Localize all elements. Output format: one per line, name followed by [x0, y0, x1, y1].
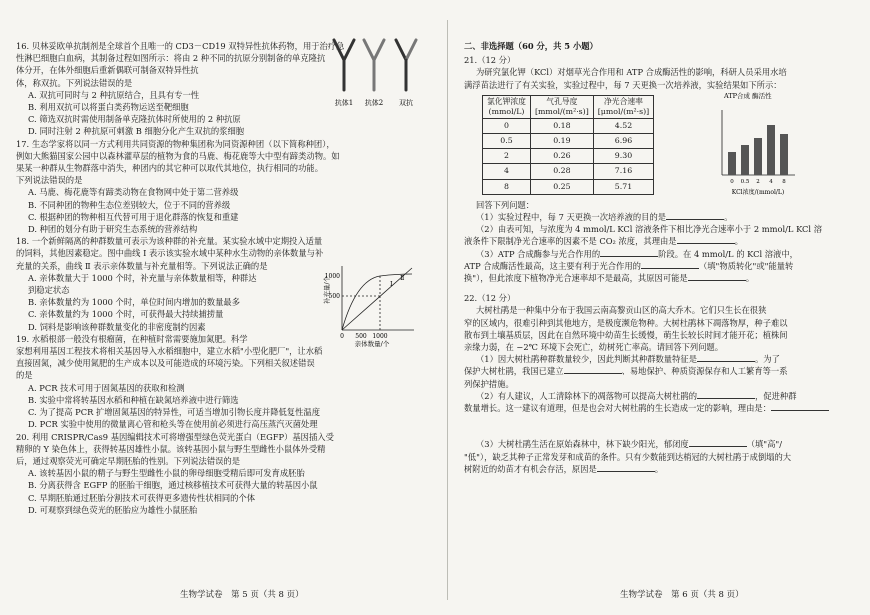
table-cell: 5.71	[593, 179, 653, 194]
answer-blank[interactable]	[600, 248, 658, 257]
antibody-2-shape	[364, 40, 384, 60]
q16-line-4: 体，称双抗。下列说法错误的是	[16, 77, 133, 88]
bar-x-label: KCl浓度/(mmol/L)	[731, 189, 785, 196]
table-row	[483, 134, 654, 149]
bispecific-label: 双抗	[399, 99, 413, 107]
table-cell: 0.28	[530, 164, 593, 179]
answer-blank[interactable]	[688, 272, 746, 281]
q22-sub3-text-a: （3）大树杜鹃生活在原始森林中，林下缺少阳光，郁闭度	[476, 439, 689, 450]
antibody-figure	[326, 30, 426, 120]
answer-blank[interactable]	[697, 390, 755, 399]
q21-header: 21.（12 分）	[464, 55, 516, 66]
answer-blank[interactable]	[677, 235, 735, 244]
q21-intro-2: 满浮苗法进行了有关实验，实验过程中，每 7 天更换一次培养液，实验结果如下所示：	[464, 79, 782, 90]
q16-option-c: C. 筛选双抗时需使用制备单克隆抗体时所使用的 2 种抗原	[28, 114, 241, 125]
q22-sub3-line3: 树附近的幼苗才有机会存活，原因是 。	[464, 463, 664, 474]
answer-blank[interactable]	[697, 353, 755, 362]
q21-sub3-text-d: （填"物质转化"或"能量转	[698, 260, 794, 271]
page-fold-line	[447, 20, 448, 600]
q21-answer-prompt: 回答下列问题：	[476, 199, 535, 210]
table-row	[483, 149, 654, 164]
bar-y-label: ATP合成 酶活性	[724, 92, 772, 100]
table-cell: 9.30	[593, 149, 653, 164]
bar-4	[767, 125, 775, 175]
antibody-1-label: 抗体1	[334, 99, 354, 107]
left-footer: 生物学试卷 第 5 页（共 8 页）	[180, 590, 304, 600]
q21-sub3-text-e: 换"），但此浓度下植物净光合速率却不是最高，其原因可能是	[464, 273, 688, 284]
q21-sub2-line2: 液条件下限制净光合速率的因素不是 CO₂ 浓度，其理由是 。	[464, 236, 743, 247]
table-header-photosynthesis	[593, 95, 653, 118]
table-cell: 8	[483, 179, 531, 194]
q22-sub3-text-b: （填"高"/	[746, 439, 783, 450]
q20-option-b: B. 分离获得含 EGFP 的胚胎干细胞，通过核移植技术可获得大量的转基因小鼠	[28, 480, 318, 491]
q22-intro-3: 散布到土壤基质层，因此在自然环境中幼苗生长缓慢，萌生长较长时间才能开花；植株间	[464, 329, 788, 340]
bar-0-5	[741, 145, 749, 175]
q17-option-b: B. 不同种团的物种生态位差别较大，位于不同的营养级	[28, 199, 231, 210]
table-header-stomatal-text: 气孔导度 [mmol/(m²·s)]	[534, 96, 589, 116]
table-header-kcl	[483, 95, 531, 118]
q21-sub3-line1	[464, 248, 856, 260]
bar-2	[754, 138, 762, 175]
answer-blank[interactable]	[689, 438, 747, 447]
q17-line-4: 下列说法错误的是	[16, 175, 83, 186]
q22-sub1-text-a: （1）因大树杜鹃种群数量较少，因此判断其种群数量特征是	[476, 354, 697, 365]
q22-sub1-line2	[464, 365, 856, 377]
q22-sub1-line3: 列保护措施。	[464, 378, 514, 389]
q18-option-a-cont: 到稳定状态	[28, 285, 70, 296]
q21-sub3-text-a: （3）ATP 合成酶参与光合作用的	[476, 248, 601, 259]
table-cell: 0.18	[530, 118, 593, 133]
table-header-kcl-text: 氯化钾浓度 (mmol/L)	[487, 96, 526, 116]
antibody-1-shape	[334, 40, 354, 60]
x-tick-1000: 1000	[372, 333, 388, 340]
x-tick-500: 500	[355, 333, 367, 340]
q22-sub2-line1	[464, 390, 856, 402]
q18-option-a: A. 亲体数量大于 1000 个时，补充量与亲体数量相等，种群达	[28, 272, 257, 283]
q16-line-1: 16. 贝林妥欧单抗制剂是全球首个且唯一的 CD3－CD19 双特异性抗体药物，用于治疗急	[16, 41, 345, 51]
bar-x-tick: 0.5	[740, 179, 750, 185]
q21-sub3-line3: 换"），但此浓度下植物净光合速率却不是最高，其原因可能是 。	[464, 273, 754, 284]
spacer	[464, 426, 856, 438]
bar-8	[780, 134, 788, 175]
table-cell: 6.96	[593, 134, 653, 149]
q17-option-a: A. 马鹿、梅花鹿等有蹄类动物在食物网中处于第二营养级	[28, 187, 239, 198]
table-cell: 0.25	[530, 179, 593, 194]
y-tick-1000: 1000	[324, 273, 340, 280]
q19-option-c: C. 为了提高 PCR 扩增固氮基因的特异性，可适当增加引物长度并降低复性温度	[28, 407, 320, 418]
q18-option-c: C. 亲体数量约为 1000 个时，可获得最大持续捕捞量	[28, 309, 224, 320]
q17-option-c: C. 根据种团的物种相互代替可用于退化群落的恢复和重建	[28, 211, 239, 222]
answer-blank[interactable]	[564, 365, 622, 374]
bar-x-tick: 0	[730, 179, 734, 185]
table-cell: 4	[483, 164, 531, 179]
q20-option-d: D. 可观察到绿色荧光的胚胎应为雄性小鼠胚胎	[28, 504, 198, 515]
q19-line-3: 直接固氮，减少使用氮肥的生产成本以及可能造成的环境污染。下列相关叙述错误	[16, 358, 315, 369]
q22-intro-1: 大树杜鹃是一种集中分布于我国云南高黎贡山区的高大乔木。它们只生长在很狭	[476, 305, 767, 316]
q20-line-3: 后，通过观察荧光可确定早期胚胎的性别。下列说法错误的是	[16, 455, 241, 466]
q21-sub3-text-c: ATP 合成酶活性最高，这主要有利于光合作用的	[464, 260, 641, 271]
right-footer: 生物学试卷 第 6 页（共 8 页）	[620, 590, 744, 600]
table-cell: 0.19	[530, 134, 593, 149]
q22-sub3-line2: "低"），缺乏其种子正常发芽和成苗的条件。只有少数能到达梢冠的大树杜鹃于成倒塌的大	[464, 451, 792, 462]
q20-option-c: C. 早期胚胎通过胚胎分割技术可获得更多遗传性状相同的个体	[28, 492, 256, 503]
table-row	[483, 118, 654, 133]
antibody-2-label: 抗体2	[364, 99, 384, 107]
q16-option-b: B. 利用双抗可以将蛋白类药物运送至靶细胞	[28, 102, 189, 113]
q17-option-d: D. 种团的划分有助于研究生态系统的营养结构	[28, 224, 198, 235]
answer-blank[interactable]	[641, 260, 699, 269]
q22-sub1-text-c: 保护大树杜鹃，我国已建立	[464, 366, 564, 377]
q22-intro-2: 窄的区域内，很难引种到其他地方，是极度濒危物种。大树杜鹃林下凋落物厚，种子难以	[464, 317, 788, 328]
bar-x-tick: 8	[782, 179, 786, 185]
curve-2-label: Ⅱ	[400, 274, 405, 282]
q22-sub2-text-c: 数量增长。这一建议有道理，但是也会对大树杜鹃的生长造成一定的影响，理由是：	[464, 403, 771, 414]
q22-sub1-text-b: 。为了	[755, 354, 780, 365]
q16-line-3: 体分开，在体外细胞后重新偶联可制备双特异性抗	[16, 65, 199, 76]
table-row	[483, 179, 654, 194]
table-header-stomatal	[530, 95, 593, 118]
q16-line-2: 性淋巴细胞白血病，其制备过程如图所示：将由 2 种不同的抗原分别制备的单克隆抗	[16, 53, 326, 64]
q19-line-4: 的是	[16, 370, 33, 381]
q21-sub1: （1）实验过程中，每 7 天更换一次培养液的目的是 。	[476, 212, 733, 223]
atp-bar-chart	[710, 90, 800, 200]
q21-sub1-text: （1）实验过程中，每 7 天更换一次培养液的目的是	[476, 212, 667, 223]
q19-option-a: A. PCR 技术可用于固氮基因的获取和检测	[28, 382, 185, 393]
table-cell: 2	[483, 149, 531, 164]
q19-option-b: B. 实验中常将转基因水稻和种植在缺氮培养液中进行筛选	[28, 394, 239, 405]
q22-sub3-text-c: 树附近的幼苗才有机会存活，原因是	[464, 463, 597, 474]
curve-1-label: Ⅰ	[390, 280, 393, 288]
answer-blank[interactable]	[597, 463, 655, 472]
table-cell: 0.26	[530, 149, 593, 164]
bar-0	[728, 152, 736, 175]
q18-option-b: B. 亲体数量约为 1000 个时，单位时间内增加的数量最多	[28, 297, 240, 308]
q22-sub1-text-d: 、易地保护、种质资源保存和人工繁育等一系	[621, 366, 788, 377]
q18-line-1: 18. 一个新鲜隔离的种群数量可表示为该种群的补充量。某实验水域中定期投入适量	[16, 236, 323, 247]
q20-line-1: 20. 利用 CRISPR/Cas9 基因编辑技术可将增强型绿色荧光蛋白（EGFP）基因插入受	[16, 431, 334, 442]
q19-option-d: D. PCR 实验中使用的微量离心管和枪头等在使用前必须进行高压蒸汽灭菌处理	[28, 419, 318, 430]
population-curve-figure	[320, 260, 418, 348]
q20-option-a: A. 该转基因小鼠的精子与野生型雌性小鼠的卵母细胞受精后即可发育成胚胎	[28, 468, 305, 479]
q19-line-2: 家想利用基因工程技术将相关基因导入水稻细胞中，建立水稻"小型化肥厂"，让水稻	[16, 346, 323, 357]
q21-sub2-text: 液条件下限制净光合速率的因素不是 CO₂ 浓度，其理由是	[464, 236, 677, 247]
q21-intro-1: 为研究氯化钾（KCl）对烟草光合作用和 ATP 合成酶活性的影响，科研人员采用水培	[476, 67, 787, 78]
q19-line-1: 19. 水稻根部一般没有根瘤菌，在种植时常需要施加氮肥。科学	[16, 333, 248, 344]
x-tick-0: 0	[340, 333, 344, 340]
table-cell: 4.52	[593, 118, 653, 133]
x-axis-label: 亲体数量/个	[354, 340, 390, 348]
q16-option-a: A. 双抗可同时与 2 种抗原结合，且具有专一性	[28, 89, 200, 100]
y-axis-label: 补充量/个	[323, 275, 331, 304]
curve-1	[342, 274, 412, 330]
q21-sub3-line2	[464, 260, 856, 272]
q22-header: 22.（12 分）	[464, 293, 516, 304]
q16-option-d: D. 同时注射 2 种抗原可刺激 B 细胞分化产生双抗的浆细胞	[28, 126, 245, 137]
bar-x-tick: 4	[769, 179, 773, 185]
y-tick-500: 500	[328, 293, 340, 300]
q21-sub2-line1: （2）由表可知，与浓度为 4 mmol/L KCl 溶液条件下相比净光合速率小于 2 mmol/L KCl 溶	[476, 224, 822, 235]
bar-x-tick: 2	[756, 179, 760, 185]
table-cell: 0.5	[483, 134, 531, 149]
q17-line-1: 17. 生态学家将以同一方式利用共同资源的物种集团称为同资源种团（以下简称种团），	[16, 138, 335, 149]
q18-option-d: D. 饲料是影响该种群数量变化的非密度制约因素	[28, 321, 206, 332]
q17-line-3: 果某一种群从生物群落中消失，种团内的其它种可以取代其地位，执行相同的功能。	[16, 163, 323, 174]
table-row	[483, 164, 654, 179]
q18-line-2: 的饲料，其他因素稳定。图中曲线 Ⅰ 表示该实验水域中某种水生动物的亲体数量与补	[16, 248, 324, 259]
q17-line-2: 例如大熊猫国家公园中以森林灌草层的植物为食的马鹿、梅花鹿等大中型有蹄类动物。如	[16, 150, 340, 161]
table-cell: 7.16	[593, 164, 653, 179]
q22-sub2-text-b: ，促进种群	[755, 390, 797, 401]
q22-sub1-line1	[464, 353, 856, 365]
table-cell: 0	[483, 118, 531, 133]
table-header-photosynthesis-text: 净光合速率 [μmol/(m²·s)]	[597, 96, 650, 116]
q22-intro-4: 亲缘力弱，在 −2℃ 环境下会死亡，幼树死亡率高。请回答下列问题。	[464, 342, 724, 353]
section-title: 二、非选择题（60 分，共 5 小题）	[464, 41, 598, 51]
q21-sub3-text-b: 阶段。在 4 mmol/L 的 KCl 溶液中，	[658, 248, 798, 259]
q18-line-3: 充量的关系，曲线 Ⅱ 表示亲体数量与补充量相等。下列说法正确的是	[16, 260, 268, 271]
data-table	[482, 95, 654, 195]
q22-sub2-text-a: （2）有人建议，人工清除林下的凋落物可以提高大树杜鹃的	[476, 390, 697, 401]
answer-blank[interactable]	[666, 211, 724, 220]
q22-sub2-line2	[464, 402, 856, 414]
q22-sub3-line1	[464, 438, 856, 450]
answer-blank[interactable]	[771, 402, 829, 411]
q20-line-2: 精卵的 Y 染色体上，获得转基因雄性小鼠。该转基因小鼠与野生型雌性小鼠体外受精	[16, 443, 326, 454]
